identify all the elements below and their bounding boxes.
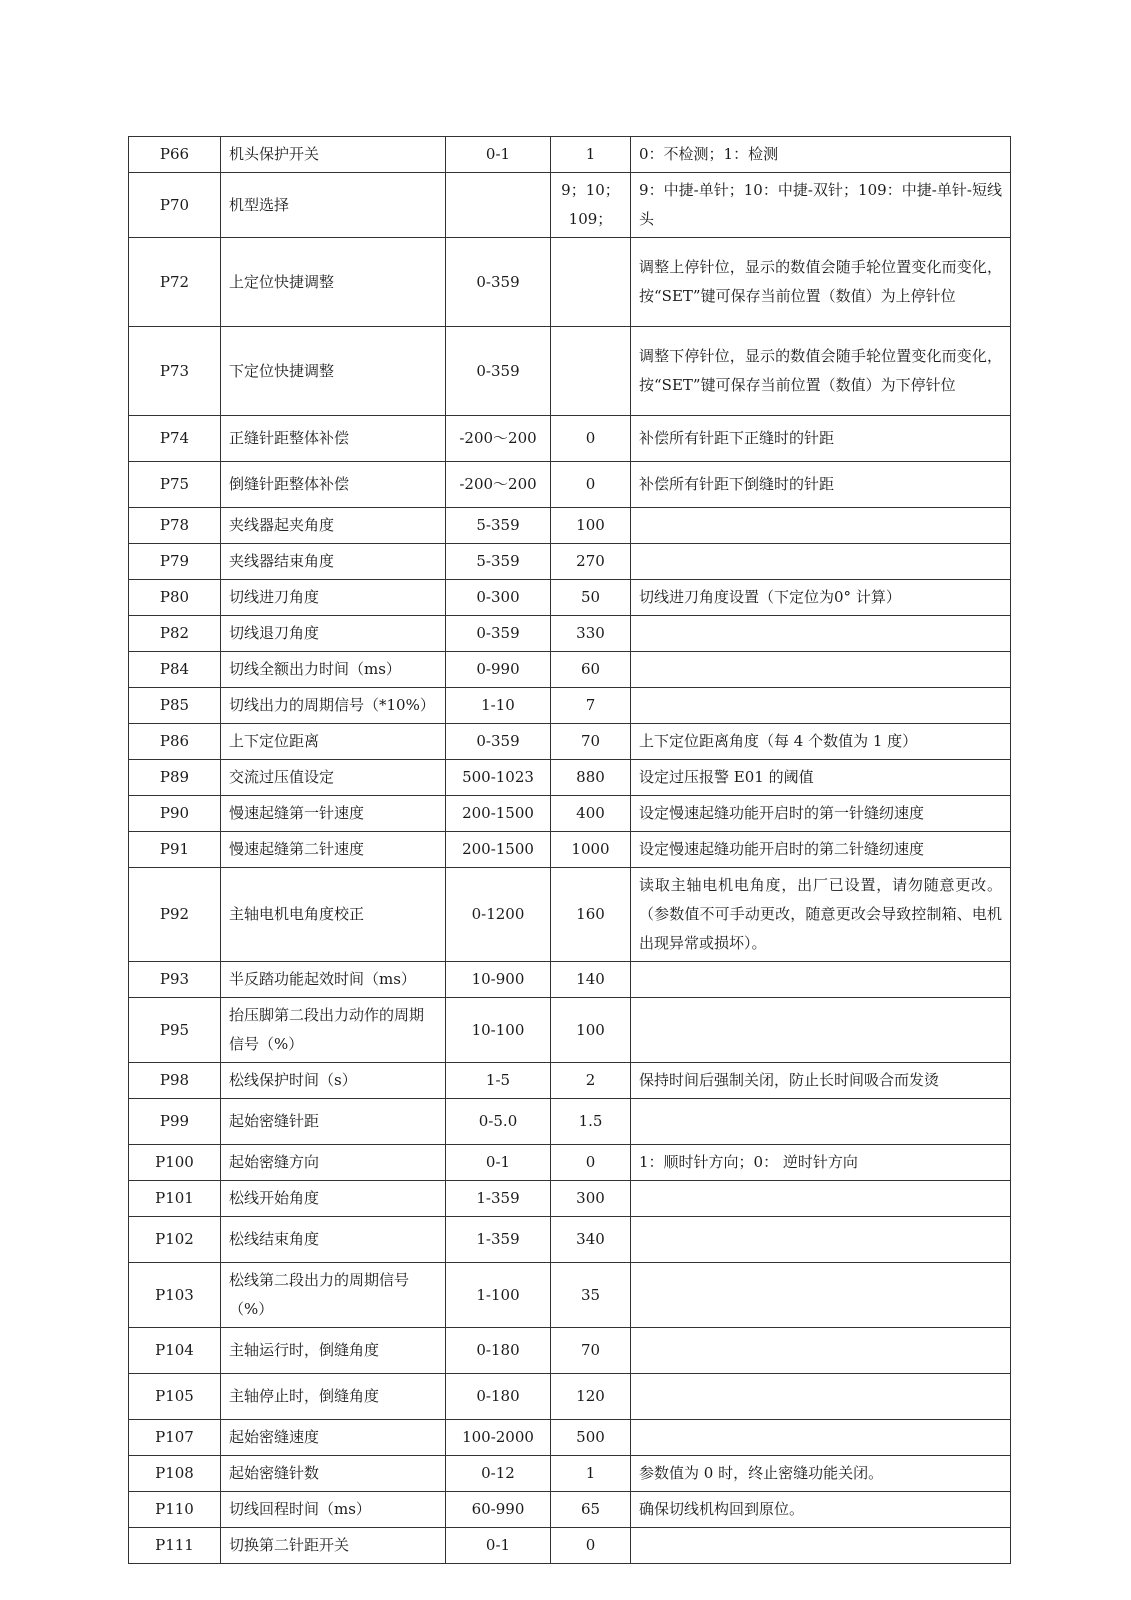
param-default: 35 [551,1263,631,1328]
param-default: 400 [551,796,631,832]
table-row [129,832,1011,868]
param-default: 0 [551,416,631,462]
table-row [129,580,1011,616]
param-description [631,508,1011,544]
param-default: 880 [551,760,631,796]
table-row [129,1217,1011,1263]
param-range: 0-300 [446,580,551,616]
param-code: P110 [129,1492,221,1528]
param-default: 140 [551,962,631,998]
param-default: 270 [551,544,631,580]
param-default: 0 [551,462,631,508]
param-default: 340 [551,1217,631,1263]
param-name: 倒缝针距整体补偿 [221,462,446,508]
param-description [631,1328,1011,1374]
param-code: P66 [129,137,221,173]
table-row [129,1374,1011,1420]
param-description: 切线进刀角度设置（下定位为0° 计算） [631,580,1011,616]
param-name: 主轴停止时，倒缝角度 [221,1374,446,1420]
param-description: 参数值为 0 时，终止密缝功能关闭。 [631,1456,1011,1492]
param-range: 0-1 [446,1145,551,1181]
table-row [129,1099,1011,1145]
parameter-table [128,136,1011,1564]
param-default: 160 [551,868,631,962]
param-name: 夹线器起夹角度 [221,508,446,544]
param-name: 松线保护时间（s） [221,1063,446,1099]
param-code: P75 [129,462,221,508]
param-name: 上定位快捷调整 [221,238,446,327]
param-name: 主轴电机电角度校正 [221,868,446,962]
param-code: P105 [129,1374,221,1420]
param-description: 保持时间后强制关闭，防止长时间吸合而发烫 [631,1063,1011,1099]
param-default: 1.5 [551,1099,631,1145]
param-description: 补偿所有针距下倒缝时的针距 [631,462,1011,508]
table-row [129,137,1011,173]
param-description: 确保切线机构回到原位。 [631,1492,1011,1528]
param-default: 9；10；109； [551,173,631,238]
param-range: 10-100 [446,998,551,1063]
param-range: 0-1 [446,137,551,173]
param-range: 60-990 [446,1492,551,1528]
table-row [129,173,1011,238]
param-code: P91 [129,832,221,868]
param-default: 65 [551,1492,631,1528]
param-description: 上下定位距离角度（每 4 个数值为 1 度） [631,724,1011,760]
param-range: 10-900 [446,962,551,998]
table-row [129,688,1011,724]
param-code: P101 [129,1181,221,1217]
param-name: 上下定位距离 [221,724,446,760]
table-row [129,724,1011,760]
param-description [631,1099,1011,1145]
param-name: 夹线器结束角度 [221,544,446,580]
table-row [129,868,1011,962]
param-name: 切换第二针距开关 [221,1528,446,1564]
param-default: 500 [551,1420,631,1456]
parameter-sheet [128,136,1010,1564]
param-description: 调整上停针位，显示的数值会随手轮位置变化而变化，按“SET”键可保存当前位置（数值）为上停针位 [631,238,1011,327]
param-description: 调整下停针位，显示的数值会随手轮位置变化而变化，按“SET”键可保存当前位置（数值）为下停针位 [631,327,1011,416]
param-range: 1-359 [446,1181,551,1217]
table-row [129,998,1011,1063]
table-row [129,327,1011,416]
param-name: 半反踏功能起效时间（ms） [221,962,446,998]
param-range: 0-990 [446,652,551,688]
table-row [129,1492,1011,1528]
table-row [129,616,1011,652]
table-row [129,416,1011,462]
param-default: 120 [551,1374,631,1420]
param-code: P93 [129,962,221,998]
param-code: P98 [129,1063,221,1099]
param-default: 100 [551,508,631,544]
param-range [446,173,551,238]
param-code: P78 [129,508,221,544]
param-code: P70 [129,173,221,238]
table-row [129,1145,1011,1181]
param-code: P85 [129,688,221,724]
param-description [631,1263,1011,1328]
param-range: 1-10 [446,688,551,724]
param-default: 1 [551,1456,631,1492]
param-code: P92 [129,868,221,962]
param-name: 切线进刀角度 [221,580,446,616]
param-default: 1000 [551,832,631,868]
param-description [631,1217,1011,1263]
param-name: 机型选择 [221,173,446,238]
param-code: P100 [129,1145,221,1181]
param-description [631,1528,1011,1564]
param-range: 0-180 [446,1374,551,1420]
param-code: P89 [129,760,221,796]
table-row [129,760,1011,796]
param-code: P73 [129,327,221,416]
param-name: 主轴运行时，倒缝角度 [221,1328,446,1374]
param-range: 1-5 [446,1063,551,1099]
param-range: 500-1023 [446,760,551,796]
param-name: 交流过压值设定 [221,760,446,796]
param-default [551,327,631,416]
param-code: P108 [129,1456,221,1492]
param-code: P74 [129,416,221,462]
param-description [631,1181,1011,1217]
param-code: P103 [129,1263,221,1328]
table-row [129,1456,1011,1492]
param-code: P102 [129,1217,221,1263]
param-name: 慢速起缝第二针速度 [221,832,446,868]
table-row [129,1063,1011,1099]
param-range: 200-1500 [446,832,551,868]
param-range: 0-359 [446,724,551,760]
table-row [129,962,1011,998]
table-row [129,238,1011,327]
param-code: P82 [129,616,221,652]
param-description [631,998,1011,1063]
param-description: 设定慢速起缝功能开启时的第二针缝纫速度 [631,832,1011,868]
param-default: 2 [551,1063,631,1099]
param-default: 7 [551,688,631,724]
param-description: 0：不检测；1：检测 [631,137,1011,173]
param-name: 松线结束角度 [221,1217,446,1263]
param-name: 下定位快捷调整 [221,327,446,416]
param-description: 读取主轴电机电角度，出厂已设置，请勿随意更改。（参数值不可手动更改，随意更改会导致控制箱、电机出现异常或损坏）。 [631,868,1011,962]
param-default: 100 [551,998,631,1063]
param-name: 起始密缝方向 [221,1145,446,1181]
param-range: 1-100 [446,1263,551,1328]
param-description [631,652,1011,688]
param-code: P111 [129,1528,221,1564]
param-default: 300 [551,1181,631,1217]
param-name: 起始密缝针距 [221,1099,446,1145]
param-range: -200～200 [446,416,551,462]
param-name: 切线全额出力时间（ms） [221,652,446,688]
param-default: 1 [551,137,631,173]
param-name: 抬压脚第二段出力动作的周期信号（%） [221,998,446,1063]
param-code: P95 [129,998,221,1063]
parameter-table-body [129,137,1011,1564]
table-row [129,508,1011,544]
param-description [631,1374,1011,1420]
param-description: 设定慢速起缝功能开启时的第一针缝纫速度 [631,796,1011,832]
param-name: 起始密缝针数 [221,1456,446,1492]
param-range: 0-12 [446,1456,551,1492]
param-code: P80 [129,580,221,616]
param-range: 0-1200 [446,868,551,962]
param-range: 0-359 [446,238,551,327]
table-row [129,1181,1011,1217]
table-row [129,1420,1011,1456]
table-row [129,796,1011,832]
param-default: 50 [551,580,631,616]
param-code: P86 [129,724,221,760]
param-default: 330 [551,616,631,652]
param-range: 5-359 [446,544,551,580]
param-code: P79 [129,544,221,580]
param-name: 松线第二段出力的周期信号（%） [221,1263,446,1328]
param-description [631,688,1011,724]
param-default: 60 [551,652,631,688]
param-name: 切线退刀角度 [221,616,446,652]
param-range: 0-5.0 [446,1099,551,1145]
param-range: 0-1 [446,1528,551,1564]
param-code: P104 [129,1328,221,1374]
param-range: 0-180 [446,1328,551,1374]
param-description: 1：顺时针方向；0： 逆时针方向 [631,1145,1011,1181]
table-row [129,462,1011,508]
table-row [129,1263,1011,1328]
param-range: 1-359 [446,1217,551,1263]
param-name: 机头保护开关 [221,137,446,173]
param-name: 切线出力的周期信号（*10%） [221,688,446,724]
param-description [631,962,1011,998]
param-range: 200-1500 [446,796,551,832]
table-row [129,652,1011,688]
param-code: P72 [129,238,221,327]
param-description: 补偿所有针距下正缝时的针距 [631,416,1011,462]
param-name: 切线回程时间（ms） [221,1492,446,1528]
param-code: P99 [129,1099,221,1145]
param-description [631,544,1011,580]
param-default [551,238,631,327]
param-range: 100-2000 [446,1420,551,1456]
param-description: 9：中捷-单针；10：中捷-双针；109：中捷-单针-短线头 [631,173,1011,238]
param-range: 5-359 [446,508,551,544]
param-code: P107 [129,1420,221,1456]
param-code: P84 [129,652,221,688]
param-range: 0-359 [446,616,551,652]
table-row [129,1328,1011,1374]
param-name: 松线开始角度 [221,1181,446,1217]
param-name: 慢速起缝第一针速度 [221,796,446,832]
param-range: -200～200 [446,462,551,508]
table-row [129,544,1011,580]
param-name: 起始密缝速度 [221,1420,446,1456]
param-default: 70 [551,724,631,760]
param-range: 0-359 [446,327,551,416]
param-name: 正缝针距整体补偿 [221,416,446,462]
param-description: 设定过压报警 E01 的阈值 [631,760,1011,796]
param-description [631,1420,1011,1456]
param-default: 70 [551,1328,631,1374]
param-default: 0 [551,1145,631,1181]
param-default: 0 [551,1528,631,1564]
param-code: P90 [129,796,221,832]
table-row [129,1528,1011,1564]
param-description [631,616,1011,652]
